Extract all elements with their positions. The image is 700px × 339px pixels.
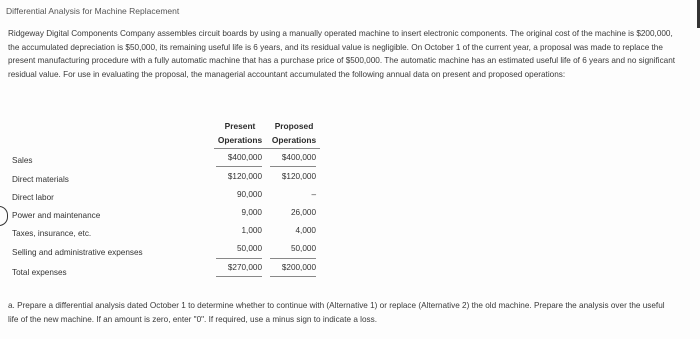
row-label-sales: Sales	[12, 156, 33, 165]
subtotal-rule-proposed	[270, 258, 316, 259]
column-header-present: Present Operations	[217, 121, 263, 145]
subtotal-rule-present	[216, 258, 262, 259]
cell-selling-proposed: 50,000	[290, 244, 316, 253]
row-label-taxes-insurance: Taxes, insurance, etc.	[12, 229, 92, 238]
cell-total-proposed: $200,000	[281, 263, 316, 272]
row-label-direct-materials: Direct materials	[12, 175, 69, 184]
header-rule	[214, 148, 320, 149]
bracket-marker	[0, 206, 8, 226]
sales-rule-proposed	[270, 166, 316, 167]
row-label-total-expenses: Total expenses	[12, 268, 67, 277]
sales-rule-present	[216, 166, 262, 167]
cell-materials-proposed: $120,000	[281, 172, 316, 181]
page-title: Differential Analysis for Machine Replacement	[6, 6, 180, 16]
cell-total-present: $270,000	[227, 263, 262, 272]
cell-sales-proposed: $400,000	[281, 153, 316, 162]
cell-taxes-present: 1,000	[241, 226, 262, 235]
row-label-direct-labor: Direct labor	[12, 193, 54, 202]
row-label-power-maintenance: Power and maintenance	[12, 211, 101, 220]
total-rule-present	[216, 276, 262, 277]
cell-materials-present: $120,000	[227, 172, 262, 181]
row-label-selling-admin: Selling and administrative expenses	[12, 248, 143, 257]
cell-power-proposed: 26,000	[290, 208, 316, 217]
total-rule-proposed	[270, 276, 316, 277]
cell-labor-present: 90,000	[236, 190, 262, 199]
column-header-proposed: Proposed Operations	[271, 121, 317, 145]
cell-taxes-proposed: 4,000	[295, 226, 316, 235]
cell-power-present: 9,000	[241, 208, 262, 217]
cell-selling-present: 50,000	[236, 244, 262, 253]
question-text: a. Prepare a differential analysis dated October 1 to determine whether to continue with (Alternative 1) or replace (Alternative 2) the old machine. Prepare the analysis over the useful life of the new machine. If an amount is zero, enter "0". If required, use a minus sign to indicate a loss.	[8, 301, 665, 324]
problem-description: Ridgeway Digital Components Company assembles circuit boards by using a manually operated machine to insert electronic components. The original cost of the machine is $200,000, the accumulated depreciation is $50,000, its remaining useful life is 6 years, and its residual value is negligible. On October 1 of the current year, a proposal was made to replace the present manufacturing procedure with a fully automatic machine that has a purchase price of $500,000. The automatic machine has an estimated useful life of 6 years and no significant residual value. For use in evaluating the proposal, the managerial accountant accumulated the following annual data on present and proposed operations:	[8, 29, 676, 79]
cell-labor-proposed: –	[311, 190, 316, 199]
cell-sales-present: $400,000	[227, 153, 262, 162]
